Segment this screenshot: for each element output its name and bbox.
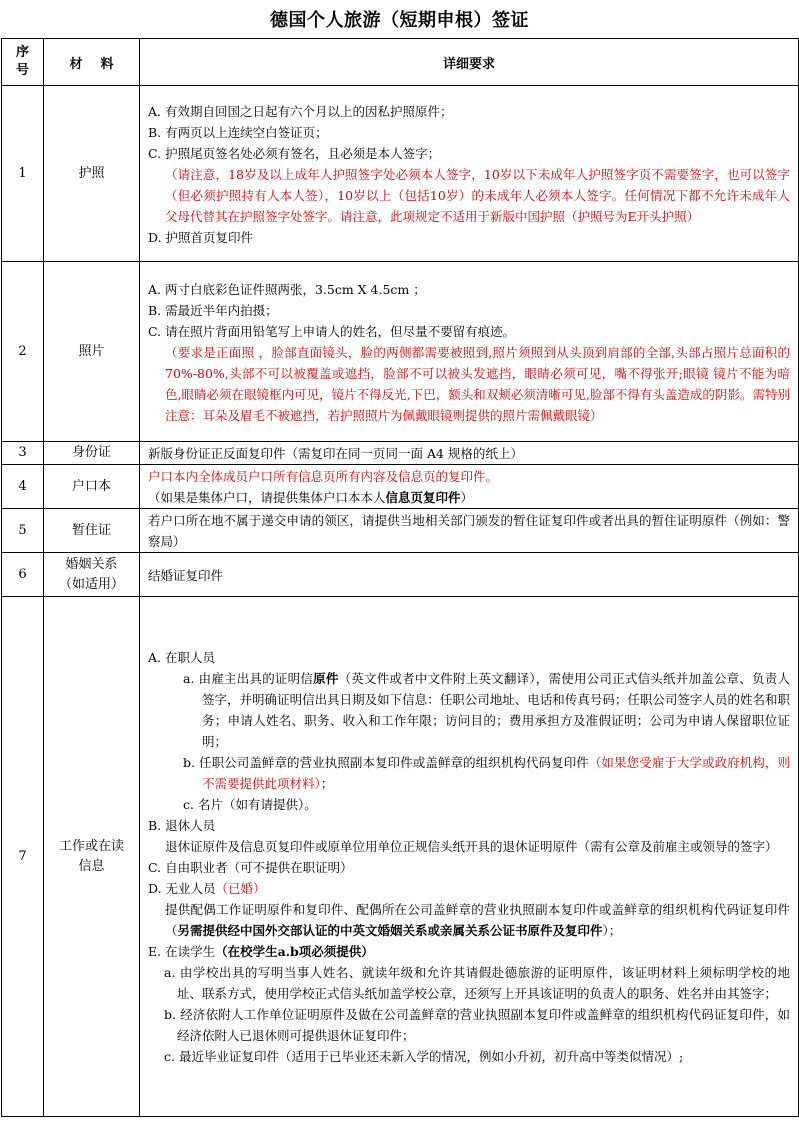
detail-text: E. 在读学生 xyxy=(148,944,216,959)
header-detail xyxy=(140,39,799,86)
detail-line: A. 在职人员 xyxy=(148,650,215,665)
detail-line: 若户口所在地不属于递交申请的领区，请提供当地相关部门颁发的暂住证复印件或者出具的暂住证明原件（例如：警察局） xyxy=(148,513,790,549)
detail-line: 新版身份证正反面复印件（需复印在同一页同一面 A4 规格的纸上） xyxy=(148,446,523,461)
detail-line: A. 有效期自回国之日起有六个月以上的因私护照原件； xyxy=(148,103,453,119)
table-header-row xyxy=(2,39,799,86)
header-detail-label: 详细要求 xyxy=(442,56,495,72)
row-detail xyxy=(140,465,799,509)
detail-line: D. 护照首页复印件 xyxy=(148,229,254,245)
row-index: 3 xyxy=(2,442,44,465)
detail-subitem: c. 名片（如有请提供）。 xyxy=(183,797,317,812)
row-material: 工作或在读 信息 xyxy=(44,597,140,1117)
detail-text: a. 由雇主出具的证明信 xyxy=(183,671,314,686)
row-index: 7 xyxy=(2,597,44,1117)
detail-text: ） xyxy=(460,490,474,505)
detail-text: D. 无业人员 xyxy=(148,881,216,896)
detail-text: 退休证原件及信息页复印件或原单位用单位正规信头纸开具的退休证明原件（需有公章及前雇主或领导的签字） xyxy=(165,839,778,854)
row-index: 5 xyxy=(2,509,44,553)
table-row xyxy=(2,597,799,1117)
row-material: 照片 xyxy=(44,262,140,442)
header-material-label: 材 料 xyxy=(69,56,114,72)
detail-line: A. 两寸白底彩色证件照两张，3.5cm X 4.5cm ； xyxy=(148,281,426,297)
header-index xyxy=(2,39,44,86)
detail-subitem xyxy=(148,668,790,752)
detail-line: C. 护照尾页签名处必须有签名，且必须是本人签字； xyxy=(148,145,441,161)
detail-text: （英文件或者中文件附上英文翻译），需使用公司正式信头纸并加盖公章、负责人签字，并明确证明信出具日期及如下信息：任职公司地址、电话和传真号码；任职公司签字人员的姓名和职务；申请人姓名、职务、收入和工作年限；访问目的；费用承担方及准假证明；公司为申请人保留职位证明； xyxy=(202,671,790,749)
detail-line: C. 自由职业者（可不提供在职证明） xyxy=(148,860,353,875)
table-row xyxy=(2,465,799,509)
table-row xyxy=(2,262,799,442)
detail-subitem: c. 最近毕业证复印件（适用于已毕业还未新入学的情况，例如小升初，初升高中等类似情况）; xyxy=(164,1049,684,1064)
detail-subitem: a. 由学校出具的写明当事人姓名、就读年级和允许其请假赴德旅游的证明原件，该证明材料上须标明学校的地址、联系方式，使用学校正式信头纸加盖学校公章，还须写上开具该证明的负责人的职务、姓名并由其签字； xyxy=(164,965,790,1001)
row-material: 护照 xyxy=(44,86,140,262)
table-row xyxy=(2,509,799,553)
row-detail xyxy=(140,597,799,1117)
row-material: 户口本 xyxy=(44,465,140,509)
detail-red: （如果您受雇于大学或政府机构，则不需要提供此项材料） xyxy=(202,755,790,791)
detail-line: B. 有两页以上连续空白签证页； xyxy=(148,124,328,140)
detail-bold: 另需提供经中国外交部认证的中英文婚姻关系或亲属关系公证书原件及复印件 xyxy=(177,923,603,938)
detail-red: （已婚） xyxy=(215,881,266,896)
detail-subitem: b. 经济依附人工作单位证明原件及做在公司盖鲜章的营业执照副本复印件或盖鲜章的组织机构代码证复印件，如经济依附人已退休则可提供退休证复印件； xyxy=(164,1007,790,1043)
row-index: 4 xyxy=(2,465,44,509)
detail-bold: 信息页复印件 xyxy=(385,490,461,505)
table-row xyxy=(2,442,799,465)
detail-note: （请注意，18岁及以上成年人护照签字处必须本人签字，10岁以下未成年人护照签字页不需要签字，也可以签字（但必须护照持有人本人签），10岁以上（包括10岁）的未成年人必须本人签字。任何情况下都不允许未成年人父母代替其在护照签字处签字。请注意，此项规定不适用于新版中国护照（护照号为E开头护照） xyxy=(165,166,790,224)
header-material xyxy=(44,39,140,86)
detail-note: （要求是正面照 ，脸部直面镜头，脸的两侧都需要被照到,照片须照到从头顶到肩部的全部,头部占照片总面积的 70%-80%,头部不可以被覆盖或遮挡，脸部不可以被头发遮挡，眼睛必须可见，嘴不得张开;眼镜 镜片不能为暗色,眼睛必须在眼镜框内可见，镜片不得反光,下巴，额头和双颊必须清晰可见,脸部不得有头盖造成的阴影。需特别注意：耳朵及眉毛不被遮挡，若护照照片为佩戴眼镜则提供的照片需佩戴眼镜） xyxy=(165,344,790,423)
row-detail xyxy=(140,442,799,465)
detail-text: ； xyxy=(320,776,334,791)
detail-text: b. 任职公司盖鲜章的营业执照副本复印件或盖鲜章的组织机构代码复印件 xyxy=(183,755,589,770)
table-row xyxy=(2,553,799,597)
detail-line: 结婚证复印件 xyxy=(148,567,224,583)
detail-subitem xyxy=(148,752,790,794)
detail-bold: （在校学生a.b项必须提供） xyxy=(215,944,374,959)
table-row xyxy=(2,86,799,262)
row-material: 婚姻关系 （如适用） xyxy=(44,553,140,597)
row-material: 暂住证 xyxy=(44,509,140,553)
detail-text: （如果是集体户口，请提供集体户口本本人 xyxy=(148,490,386,505)
row-detail xyxy=(140,262,799,442)
row-index: 1 xyxy=(2,86,44,262)
row-index: 2 xyxy=(2,262,44,442)
detail-line: B. 需最近半年内拍摄； xyxy=(148,302,278,318)
detail-line: C. 请在照片背面用铅笔写上申请人的姓名，但尽量不要留有痕迹。 xyxy=(148,323,516,339)
row-index: 6 xyxy=(2,553,44,597)
row-detail xyxy=(140,509,799,553)
detail-note xyxy=(148,487,790,508)
detail-bold: 原件 xyxy=(313,671,339,686)
detail-line xyxy=(148,941,790,962)
detail-text: 提供配偶工作证明原件和复印件、配偶所在公司盖鲜章的营业执照副本复印件或盖鲜章的组织机构代码证复印件（ xyxy=(165,902,790,938)
detail-line: B. 退休人员 xyxy=(148,818,216,833)
requirements-table xyxy=(1,38,799,1117)
detail-text: ）； xyxy=(602,923,622,938)
detail-line xyxy=(148,878,790,899)
row-detail xyxy=(140,553,799,597)
row-detail xyxy=(140,86,799,262)
page-title: 德国个人旅游（短期申根）签证 xyxy=(270,10,529,31)
detail-text xyxy=(148,899,790,941)
detail-line: 户口本内全体成员户口所有信息页所有内容及信息页的复印件。 xyxy=(148,469,499,484)
row-material: 身份证 xyxy=(44,442,140,465)
header-index-label: 序 号 xyxy=(15,45,29,78)
